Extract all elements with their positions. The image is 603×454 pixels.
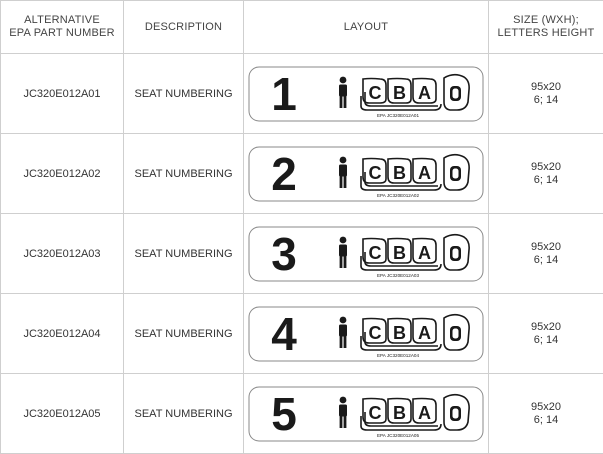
plate-code: EPA JC320E012A04 [377, 353, 419, 358]
size-value: 95x20 [489, 321, 603, 334]
seat-letter-b: B [393, 403, 406, 423]
description-cell [124, 214, 244, 294]
layout-cell [244, 294, 489, 374]
size-value: 95x20 [489, 81, 603, 94]
seat-letter-b: B [393, 323, 406, 343]
letters-height-value: 6; 14 [489, 414, 603, 427]
header-size-line2: LETTERS HEIGHT [489, 27, 603, 40]
seat-letter-c: C [369, 323, 382, 343]
seat-letter-a: A [418, 243, 431, 263]
description-cell [124, 294, 244, 374]
seat-label-plate [248, 146, 484, 202]
description: SEAT NUMBERING [135, 248, 233, 260]
table-row [1, 134, 603, 214]
part-number: JC320E012A01 [23, 88, 100, 100]
description: SEAT NUMBERING [135, 168, 233, 180]
plate-code: EPA JC320E012A05 [377, 433, 419, 438]
table-row [1, 374, 603, 454]
table-row [1, 294, 603, 374]
part-number: JC320E012A04 [23, 328, 100, 340]
description-cell [124, 54, 244, 134]
header-part-line2: EPA PART NUMBER [1, 27, 123, 40]
seat-letter-a: A [418, 403, 431, 423]
header-row [1, 1, 603, 54]
plate-code: EPA JC320E012A01 [377, 113, 419, 118]
size-cell [489, 214, 603, 294]
size-cell [489, 374, 603, 454]
seat-letter-c: C [369, 243, 382, 263]
layout-cell [244, 134, 489, 214]
part-number: JC320E012A05 [23, 408, 100, 420]
part-number-cell [1, 214, 124, 294]
description-cell [124, 134, 244, 214]
description-cell [124, 374, 244, 454]
seat-letter-b: B [393, 83, 406, 103]
part-number-cell [1, 54, 124, 134]
table-row [1, 214, 603, 294]
size-value: 95x20 [489, 401, 603, 414]
part-number: JC320E012A03 [23, 248, 100, 260]
part-number-cell [1, 294, 124, 374]
layout-cell [244, 54, 489, 134]
header-part-number [1, 1, 124, 54]
header-description: DESCRIPTION [124, 1, 244, 54]
size-cell [489, 54, 603, 134]
header-size-line1: SIZE (WXH); [489, 14, 603, 27]
description: SEAT NUMBERING [135, 408, 233, 420]
seat-label-plate [248, 386, 484, 442]
seat-number: 4 [271, 308, 297, 360]
seat-number: 3 [271, 228, 297, 280]
part-number: JC320E012A02 [23, 168, 100, 180]
size-value: 95x20 [489, 241, 603, 254]
part-number-cell [1, 374, 124, 454]
letters-height-value: 6; 14 [489, 174, 603, 187]
seat-number: 2 [271, 148, 297, 200]
letters-height-value: 6; 14 [489, 334, 603, 347]
header-size [489, 1, 603, 54]
seat-number: 5 [271, 388, 297, 440]
seat-letter-b: B [393, 163, 406, 183]
seat-number: 1 [271, 68, 297, 120]
letters-height-value: 6; 14 [489, 254, 603, 267]
seat-letter-a: A [418, 323, 431, 343]
part-number-cell [1, 134, 124, 214]
seat-label-plate [248, 66, 484, 122]
seat-label-plate [248, 306, 484, 362]
seat-letter-a: A [418, 163, 431, 183]
size-cell [489, 134, 603, 214]
description: SEAT NUMBERING [135, 328, 233, 340]
seat-letter-c: C [369, 83, 382, 103]
seat-letter-c: C [369, 163, 382, 183]
seat-letter-a: A [418, 83, 431, 103]
size-cell [489, 294, 603, 374]
seat-letter-c: C [369, 403, 382, 423]
letters-height-value: 6; 14 [489, 94, 603, 107]
layout-cell [244, 214, 489, 294]
layout-cell [244, 374, 489, 454]
size-value: 95x20 [489, 161, 603, 174]
header-part-line1: ALTERNATIVE [1, 14, 123, 27]
description: SEAT NUMBERING [135, 88, 233, 100]
seat-label-plate [248, 226, 484, 282]
header-layout: LAYOUT [244, 1, 489, 54]
plate-code: EPA JC320E012A03 [377, 273, 419, 278]
seat-letter-b: B [393, 243, 406, 263]
table-row [1, 54, 603, 134]
plate-code: EPA JC320E012A02 [377, 193, 419, 198]
